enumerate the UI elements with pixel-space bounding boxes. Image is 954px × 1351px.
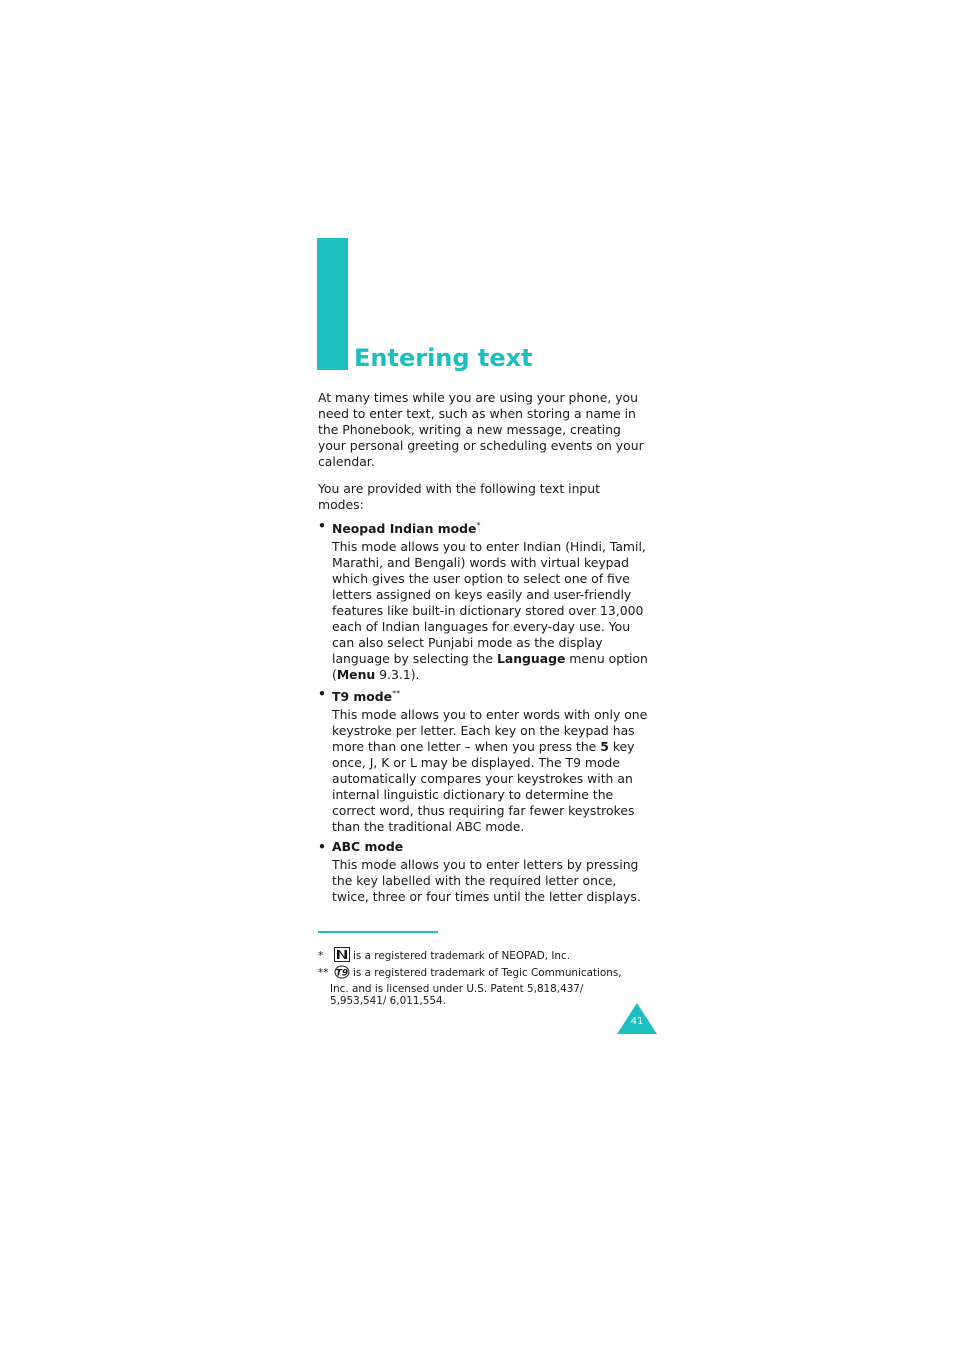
footnote-text-continuation: Inc. and is licensed under U.S. Patent 5,818,437/ (330, 982, 584, 995)
mode-item-abc (318, 839, 648, 905)
footnote-marker: ** (392, 689, 401, 698)
t9-logo-icon (334, 965, 350, 983)
mode-heading (318, 686, 648, 705)
mode-heading (318, 839, 648, 855)
mode-description (318, 539, 648, 683)
intro-text: At many times while you are using your phone, you need to enter text, such as when storing a name in the Phonebook, writing a new message, creating your personal greeting or scheduling events on your calendar. (318, 390, 644, 469)
modes-intro-text: You are provided with the following text input modes: (318, 481, 601, 512)
mode-desc-text: This mode allows you to enter words with only one keystroke per letter. Each key on the keypad has more than one letter – when you press the (332, 707, 648, 754)
footnote-text: is a registered trademark of Tegic Communications, (353, 967, 622, 979)
mode-heading (318, 518, 648, 537)
footnote-mark: * (318, 950, 324, 962)
footnote-neopad (318, 947, 648, 966)
mode-title: T9 mode (332, 689, 393, 704)
svg-text:T9: T9 (335, 968, 349, 979)
mode-desc-bold: Language (496, 651, 566, 666)
bullet-icon: • (318, 686, 326, 701)
bullet-icon: • (318, 839, 326, 854)
mode-item-t9 (318, 686, 648, 835)
footnote-text-continuation: 5,953,541/ 6,011,554. (330, 995, 446, 1007)
footnote-marker: * (476, 521, 481, 530)
footnote-divider (318, 931, 438, 933)
mode-desc-text: 9.3.1). (375, 667, 420, 682)
mode-desc-text: This mode allows you to enter Indian (Hindi, Tamil, Marathi, and Bengali) words with virtual keypad which gives the user option to select one of five letters assigned on keys easily and user-friendly features like built-in dictionary stored over 13,000 each of Indian languages for every-day use. You can also select Punjabi mode as the display language by selecting the (332, 539, 646, 666)
modes-intro-paragraph (318, 481, 648, 513)
mode-desc-text: This mode allows you to enter letters by pressing the key labelled with the required letter once, twice, three or four times until the letter displays. (332, 857, 641, 904)
mode-desc-bold: 5 (600, 739, 609, 754)
mode-desc-text: menu option ( (332, 651, 648, 682)
page-title: Entering text (354, 344, 533, 372)
bullet-icon: • (318, 518, 326, 533)
footnote-mark: ** (318, 967, 329, 979)
mode-title: Neopad Indian mode (332, 521, 477, 536)
mode-item-neopad (318, 518, 648, 683)
title-accent-bar (317, 238, 348, 370)
mode-description (318, 707, 648, 835)
mode-desc-text: key once, J, K or L may be displayed. The T9 mode automatically compares your keystrokes with an internal linguistic dictionary to determine the correct word, thus requiring far fewer keystrokes than the traditional ABC mode. (332, 739, 635, 834)
neopad-logo-icon (334, 947, 350, 966)
mode-title: ABC mode (332, 839, 404, 854)
page-number-badge (617, 1003, 657, 1034)
mode-desc-bold: Menu (336, 667, 376, 682)
footnote-text: is a registered trademark of NEOPAD, Inc. (353, 950, 571, 962)
footnote-t9 (318, 965, 648, 1008)
intro-paragraph (318, 390, 648, 470)
page-number: 41 (630, 1016, 644, 1027)
mode-description (318, 857, 648, 905)
